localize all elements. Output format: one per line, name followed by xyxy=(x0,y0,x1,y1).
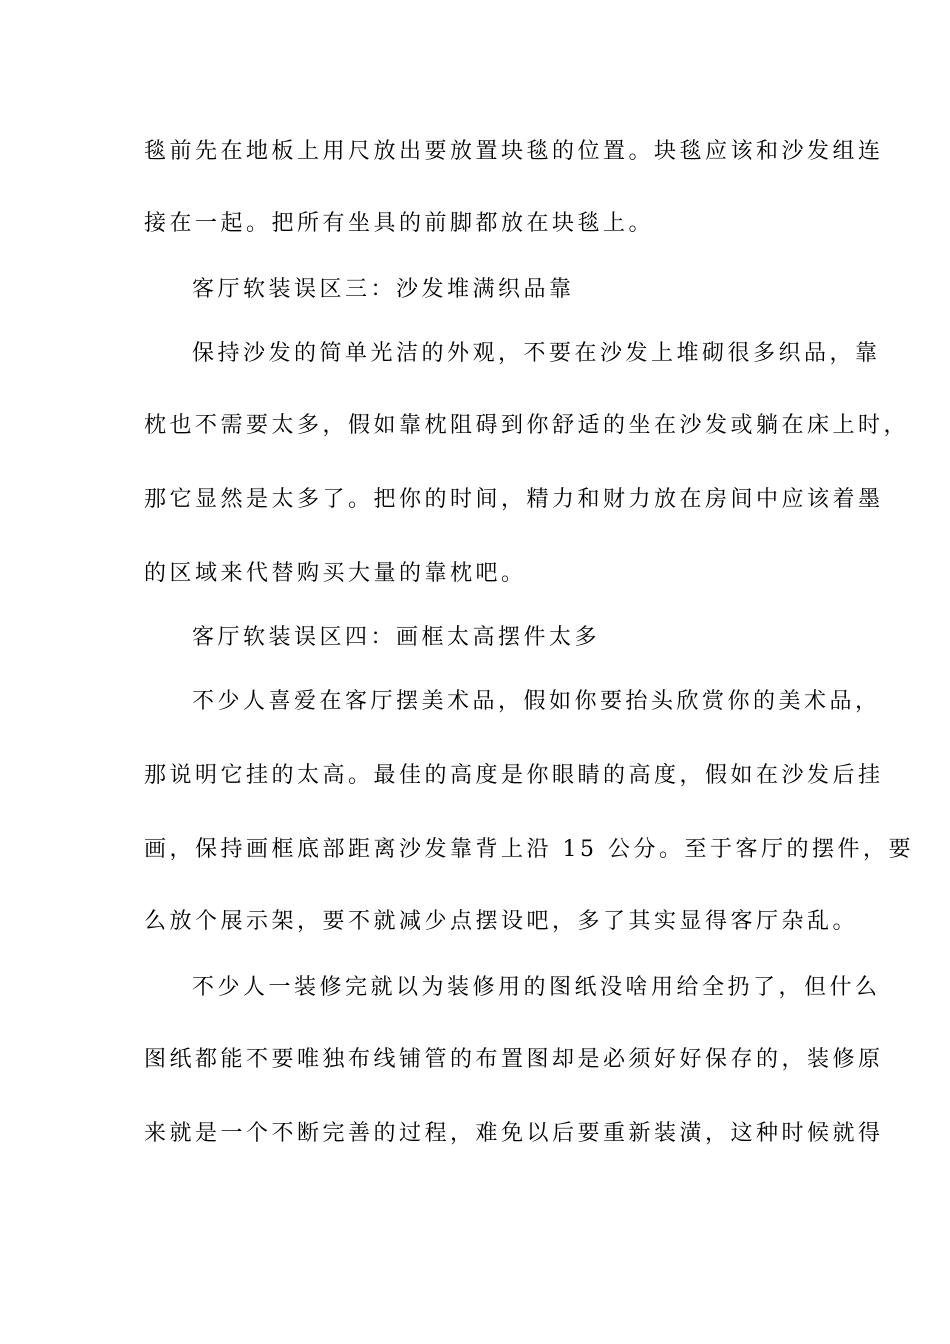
text-line: 来就是一个不断完善的过程，难免以后要重新装潢，这种时候就得 xyxy=(144,1121,884,1146)
text-line: 图纸都能不要唯独布线铺管的布置图却是必须好好保存的，装修原 xyxy=(144,1047,884,1072)
text-line: 毯前先在地板上用尺放出要放置块毯的位置。块毯应该和沙发组连 xyxy=(144,139,884,164)
text-line: 接在一起。把所有坐具的前脚都放在块毯上。 xyxy=(144,211,655,236)
text-line: 么放个展示架，要不就减少点摆设吧，多了其实显得客厅杂乱。 xyxy=(144,909,859,934)
text-line: 不少人喜爱在客厅摆美术品，假如你要抬头欣赏你的美术品， xyxy=(192,689,881,714)
section-heading: 客厅软装误区三：沙发堆满织品靠 xyxy=(192,277,575,302)
section-heading: 客厅软装误区四：画框太高摆件太多 xyxy=(192,625,601,650)
text-line: 画，保持画框底部距离沙发靠背上沿 15 公分。至于客厅的摆件，要 xyxy=(144,837,914,862)
text-line: 保持沙发的简单光洁的外观，不要在沙发上堆砌很多织品，靠 xyxy=(192,341,881,366)
text-line: 那说明它挂的太高。最佳的高度是你眼睛的高度，假如在沙发后挂 xyxy=(144,763,884,788)
text-line: 枕也不需要太多，假如靠枕阻碍到你舒适的坐在沙发或躺在床上时， xyxy=(144,413,910,438)
text-line: 的区域来代替购买大量的靠枕吧。 xyxy=(144,561,527,586)
text-line: 那它显然是太多了。把你的时间，精力和财力放在房间中应该着墨 xyxy=(144,487,884,512)
text-line: 不少人一装修完就以为装修用的图纸没啥用给全扔了，但什么 xyxy=(192,975,881,1000)
